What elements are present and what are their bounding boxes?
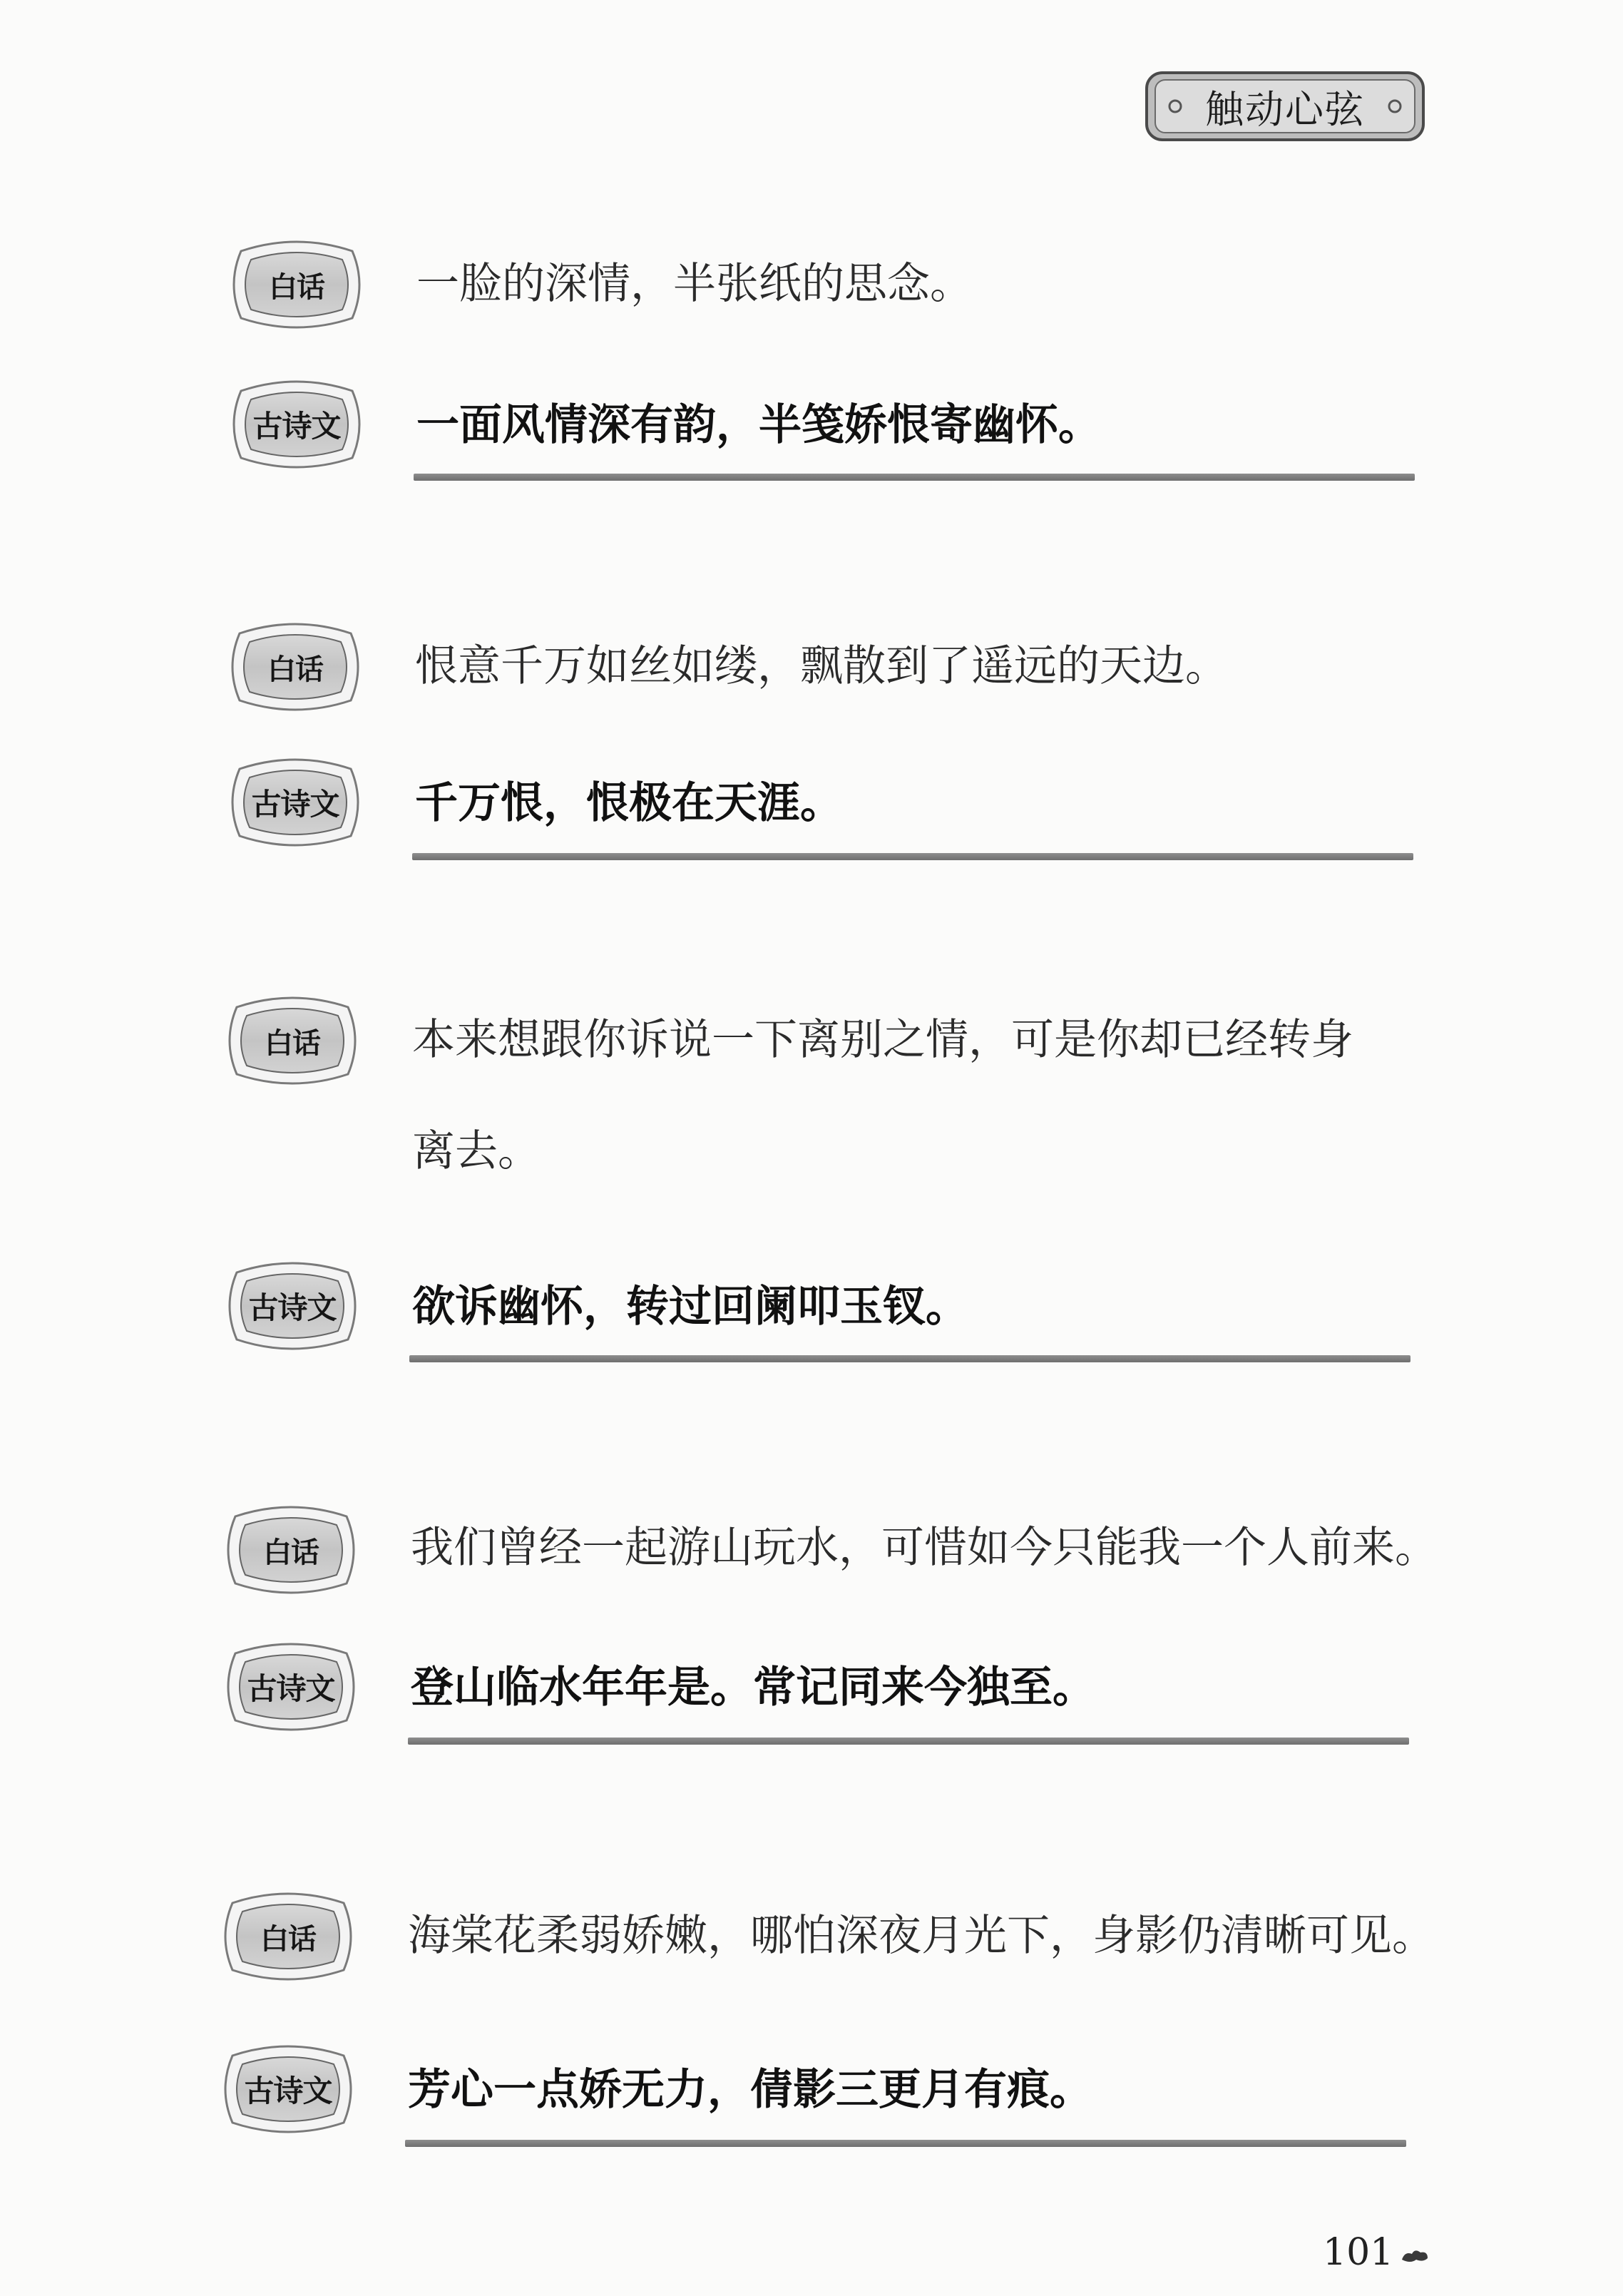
classical-badge — [227, 375, 367, 474]
vernacular-text: 恨意千万如丝如缕，飘散到了遥远的天边。 — [415, 641, 1228, 691]
classical-badge — [218, 2040, 358, 2138]
classical-badge — [222, 1257, 362, 1355]
divider-rule — [409, 1355, 1410, 1362]
classical-text: 欲诉幽怀，转过回阑叩玉钗。 — [412, 1282, 968, 1332]
divider-rule — [408, 1738, 1409, 1745]
classical-label: 古诗文 — [248, 1290, 337, 1325]
section-title: 触动心弦 — [1205, 86, 1365, 132]
vernacular-text-line-2: 离去。 — [412, 1126, 541, 1176]
classical-text: 芳心一点娇无力，倩影三更月有痕。 — [408, 2065, 1092, 2115]
vernacular-badge — [221, 1501, 361, 1599]
divider-rule — [405, 2140, 1406, 2147]
classical-badge — [221, 1638, 361, 1736]
vernacular-badge — [218, 1887, 358, 1986]
vernacular-text: 一脸的深情，半张纸的思念。 — [416, 259, 973, 309]
vernacular-badge — [225, 618, 365, 716]
vernacular-label: 白话 — [267, 653, 323, 686]
vernacular-text-line-1: 本来想跟你诉说一下离别之情，可是你却已经转身 — [412, 1015, 1353, 1065]
vernacular-label: 白话 — [269, 270, 324, 304]
vernacular-text: 海棠花柔弱娇嫩，哪怕深夜月光下，身影仍清晰可见。 — [408, 1911, 1435, 1961]
classical-label: 古诗文 — [252, 409, 341, 444]
classical-label: 古诗文 — [247, 1671, 335, 1706]
vernacular-badge — [227, 235, 367, 334]
classical-text: 一面风情深有韵，半笺娇恨寄幽怀。 — [416, 400, 1101, 450]
vernacular-badge — [222, 991, 362, 1090]
classical-label: 古诗文 — [244, 2073, 332, 2108]
section-header-tab — [1144, 70, 1426, 143]
classical-label: 古诗文 — [251, 787, 339, 822]
divider-rule — [412, 853, 1413, 860]
cloud-ornament-icon — [1399, 2247, 1430, 2265]
classical-text: 登山临水年年是。常记同来今独至。 — [411, 1663, 1095, 1713]
vernacular-text: 我们曾经一起游山玩水，可惜如今只能我一个人前来。 — [411, 1523, 1438, 1573]
classical-badge — [225, 753, 365, 852]
page-number: 101 — [1323, 2231, 1394, 2274]
vernacular-label: 白话 — [260, 1922, 316, 1956]
vernacular-label: 白话 — [265, 1026, 320, 1060]
divider-rule — [414, 474, 1415, 481]
classical-text: 千万恨，恨极在天涯。 — [415, 778, 843, 828]
vernacular-label: 白话 — [263, 1536, 319, 1569]
